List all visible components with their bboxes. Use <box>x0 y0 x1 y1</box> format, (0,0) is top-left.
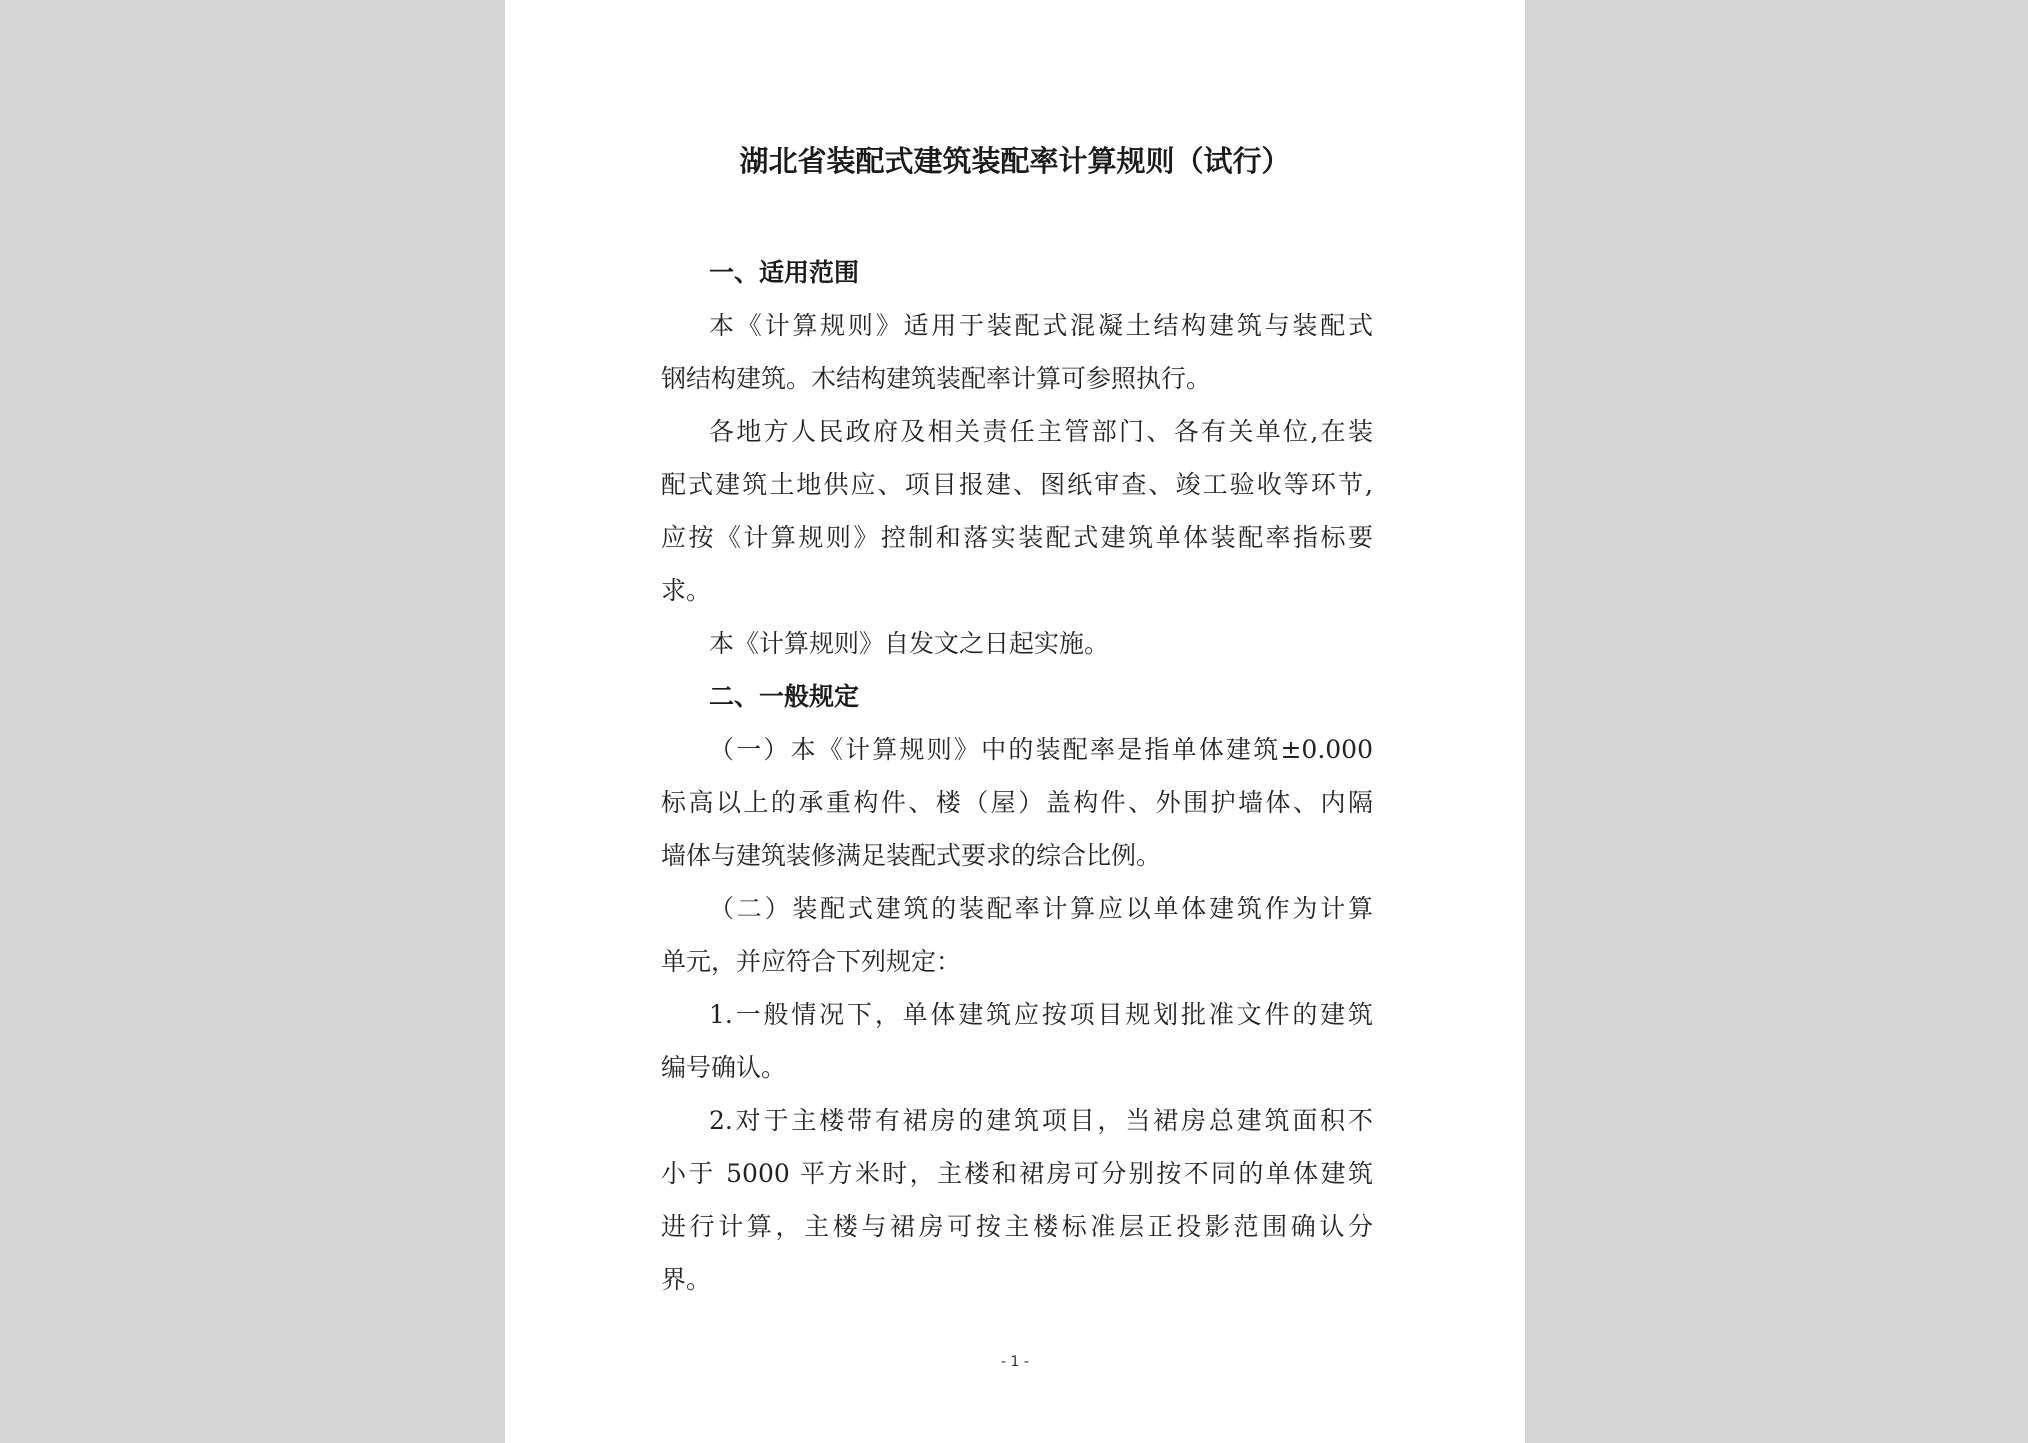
body-line: 小于 5000 平方米时，主楼和裙房可分别按不同的单体建筑 <box>661 1159 1373 1188</box>
body-line: 进行计算，主楼与裙房可按主楼标准层正投影范围确认分 <box>661 1212 1373 1241</box>
body-line: 本《计算规则》适用于装配式混凝土结构建筑与装配式 <box>709 311 1373 340</box>
document-title: 湖北省装配式建筑装配率计算规则（试行） <box>739 144 1291 178</box>
body-line: （一）本《计算规则》中的装配率是指单体建筑±0.000 <box>709 735 1373 764</box>
document-page <box>505 0 1525 1443</box>
body-line: 单元，并应符合下列规定： <box>661 947 962 976</box>
body-line: 1.一般情况下，单体建筑应按项目规划批准文件的建筑 <box>709 1000 1373 1029</box>
body-line: 应按《计算规则》控制和落实装配式建筑单体装配率指标要 <box>661 523 1373 552</box>
body-line: 墙体与建筑装修满足装配式要求的综合比例。 <box>661 841 1162 870</box>
body-line: 各地方人民政府及相关责任主管部门、各有关单位,在装 <box>709 417 1373 446</box>
body-line: 本《计算规则》自发文之日起实施。 <box>709 629 1110 658</box>
body-line: （二）装配式建筑的装配率计算应以单体建筑作为计算 <box>709 894 1373 923</box>
body-line: 编号确认。 <box>661 1053 787 1082</box>
body-line: 2.对于主楼带有裙房的建筑项目，当裙房总建筑面积不 <box>709 1106 1373 1135</box>
document-body <box>661 246 1373 1306</box>
section-heading: 二、一般规定 <box>709 682 860 711</box>
section-heading: 一、适用范围 <box>709 258 860 287</box>
body-line: 界。 <box>661 1265 712 1294</box>
page-number: - 1 - <box>1001 1354 1029 1370</box>
body-line: 配式建筑土地供应、项目报建、图纸审查、竣工验收等环节, <box>661 470 1373 499</box>
body-line: 钢结构建筑。木结构建筑装配率计算可参照执行。 <box>661 364 1212 393</box>
body-line: 求。 <box>661 576 712 605</box>
body-line: 标高以上的承重构件、楼（屋）盖构件、外围护墙体、内隔 <box>661 788 1373 817</box>
